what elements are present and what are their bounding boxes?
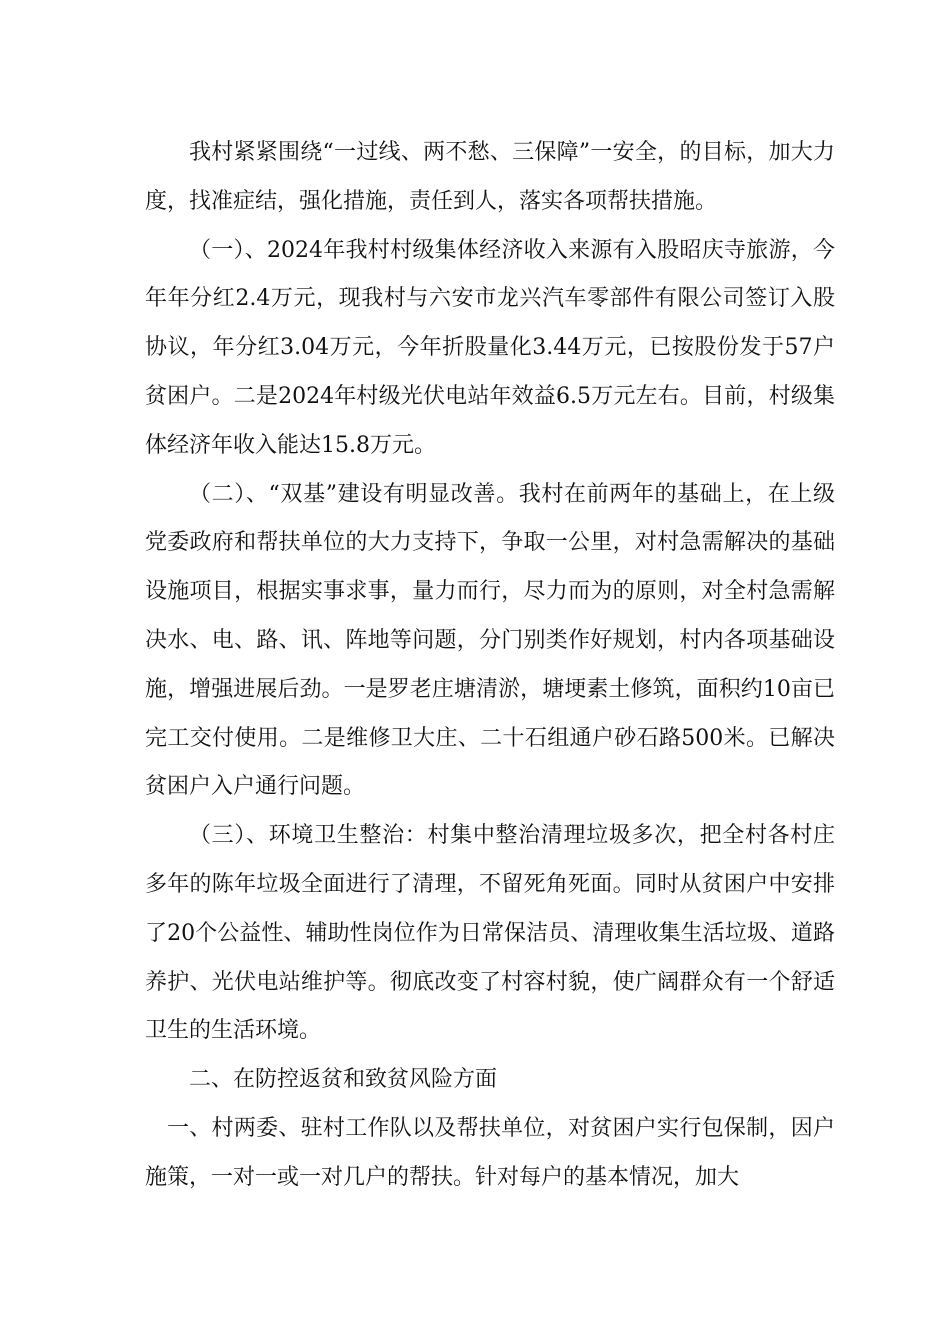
document-page — [145, 129, 835, 1203]
paragraph-environment: （三）、环境卫生整治：村集中整治清理垃圾多次，把全村各村庄多年的陈年垃圾全面进行了清理，不留死角死面。同时从贫困户中安排了20个公益性、辅助性岗位作为日常保洁员、清理收集生活垃圾、道路养护、光伏电站维护等。彻底改变了村容村貌，使广阔群众有一个舒适卫生的生活环境。 — [145, 823, 835, 1044]
paragraph-goal: 我村紧紧围绕“一过线、两不愁、三保障”一安全，的目标，加大力度，找准症结，强化措施，责任到人，落实各项帮扶措施。 — [145, 140, 835, 214]
paragraph-collective-economy: （一）、2024年我村村级集体经济收入来源有入股昭庆寺旅游，今年年分红2.4万元，现我村与六安市龙兴汽车零部件有限公司签订入股协议，年分红3.04万元，今年折股量化3.44万元，已按股份发于57户贫困户。二是2024年村级光伏电站年效益6.5万元左右。目前，村级集体经济年收入能达15.8万元。 — [145, 237, 835, 458]
paragraph-infrastructure: （二）、“双基”建设有明显改善。我村在前两年的基础上，在上级党委政府和帮扶单位的大力支持下，争取一公里，对村急需解决的基础设施项目，根据实事求事，量力而行，尽力而为的原则，对全村急需解决水、电、路、讯、阵地等问题，分门别类作好规划，村内各项基础设施，增强进展后劲。一是罗老庄塘清淤，塘埂素土修筑，面积约10亩已完工交付使用。二是维修卫大庄、二十石组通户砂石路500米。已解决贫困户入户通行问题。 — [145, 481, 835, 800]
paragraph-assistance: 一、村两委、驻村工作队以及帮扶单位，对贫困户实行包保制，因户施策，一对一或一对几户的帮扶。针对每户的基本情况，加大 — [145, 1115, 835, 1190]
section-heading-risk-prevention: 二、在防控返贫和致贫风险方面 — [189, 1067, 498, 1093]
